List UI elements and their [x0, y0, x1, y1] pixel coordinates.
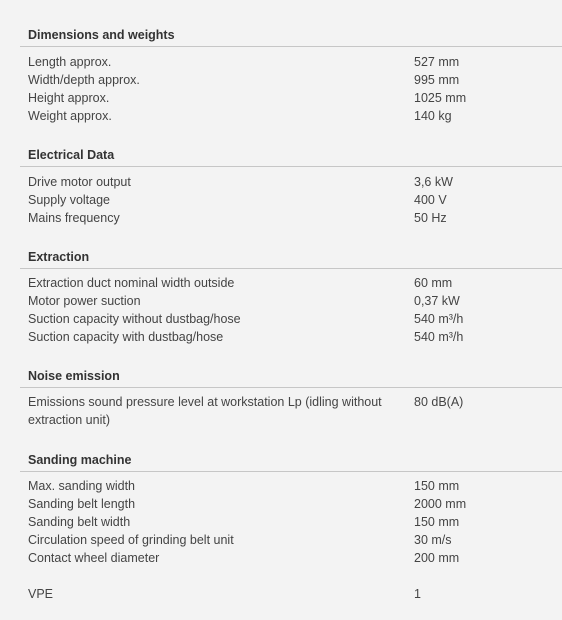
spec-value: 140 kg — [414, 109, 452, 123]
spec-label: Circulation speed of grinding belt unit — [28, 533, 234, 547]
spec-label: Mains frequency — [28, 211, 120, 225]
spec-label: Drive motor output — [28, 175, 131, 189]
spec-value: 995 mm — [414, 73, 460, 87]
spec-value: 80 dB(A) — [414, 395, 464, 409]
spec-value: 200 mm — [414, 551, 460, 565]
spec-label: Extraction duct nominal width outside — [28, 276, 235, 290]
spec-label: Emissions sound pressure level at workstation Lp (idling without extraction unit) — [28, 395, 382, 427]
section-title: Extraction — [28, 250, 90, 264]
section-title: Electrical Data — [28, 148, 115, 162]
spec-value: 540 m³/h — [414, 330, 464, 344]
vpe-label: VPE — [28, 587, 54, 601]
section-divider — [20, 471, 562, 472]
section-title: Sanding machine — [28, 453, 132, 467]
section-divider — [20, 387, 562, 388]
section-divider — [20, 166, 562, 167]
spec-label: Supply voltage — [28, 193, 111, 207]
spec-value: 150 mm — [414, 479, 460, 493]
vpe-value: 1 — [414, 587, 421, 601]
spec-label: Sanding belt width — [28, 515, 131, 529]
spec-label: Length approx. — [28, 55, 112, 69]
spec-value: 150 mm — [414, 515, 460, 529]
spec-label: Max. sanding width — [28, 479, 136, 493]
spec-value: 527 mm — [414, 55, 460, 69]
section-title: Dimensions and weights — [28, 28, 175, 42]
section-divider — [20, 268, 562, 269]
spec-label: Sanding belt length — [28, 497, 136, 511]
section-title: Noise emission — [28, 369, 120, 383]
spec-value: 1025 mm — [414, 91, 467, 105]
spec-value: 2000 mm — [414, 497, 467, 511]
spec-value: 0,37 kW — [414, 294, 460, 308]
spec-label: Width/depth approx. — [28, 73, 140, 87]
spec-value: 540 m³/h — [414, 312, 464, 326]
spec-value: 3,6 kW — [414, 175, 453, 189]
spec-label: Height approx. — [28, 91, 110, 105]
spec-label: Suction capacity without dustbag/hose — [28, 312, 241, 326]
spec-label: Motor power suction — [28, 294, 141, 308]
spec-value: 400 V — [414, 193, 447, 207]
spec-value: 50 Hz — [414, 211, 447, 225]
section-divider — [20, 46, 562, 47]
spec-label: Suction capacity with dustbag/hose — [28, 330, 224, 344]
spec-label: Contact wheel diameter — [28, 551, 160, 565]
spec-value: 30 m/s — [414, 533, 452, 547]
spec-value: 60 mm — [414, 276, 453, 290]
spec-label: Weight approx. — [28, 109, 112, 123]
